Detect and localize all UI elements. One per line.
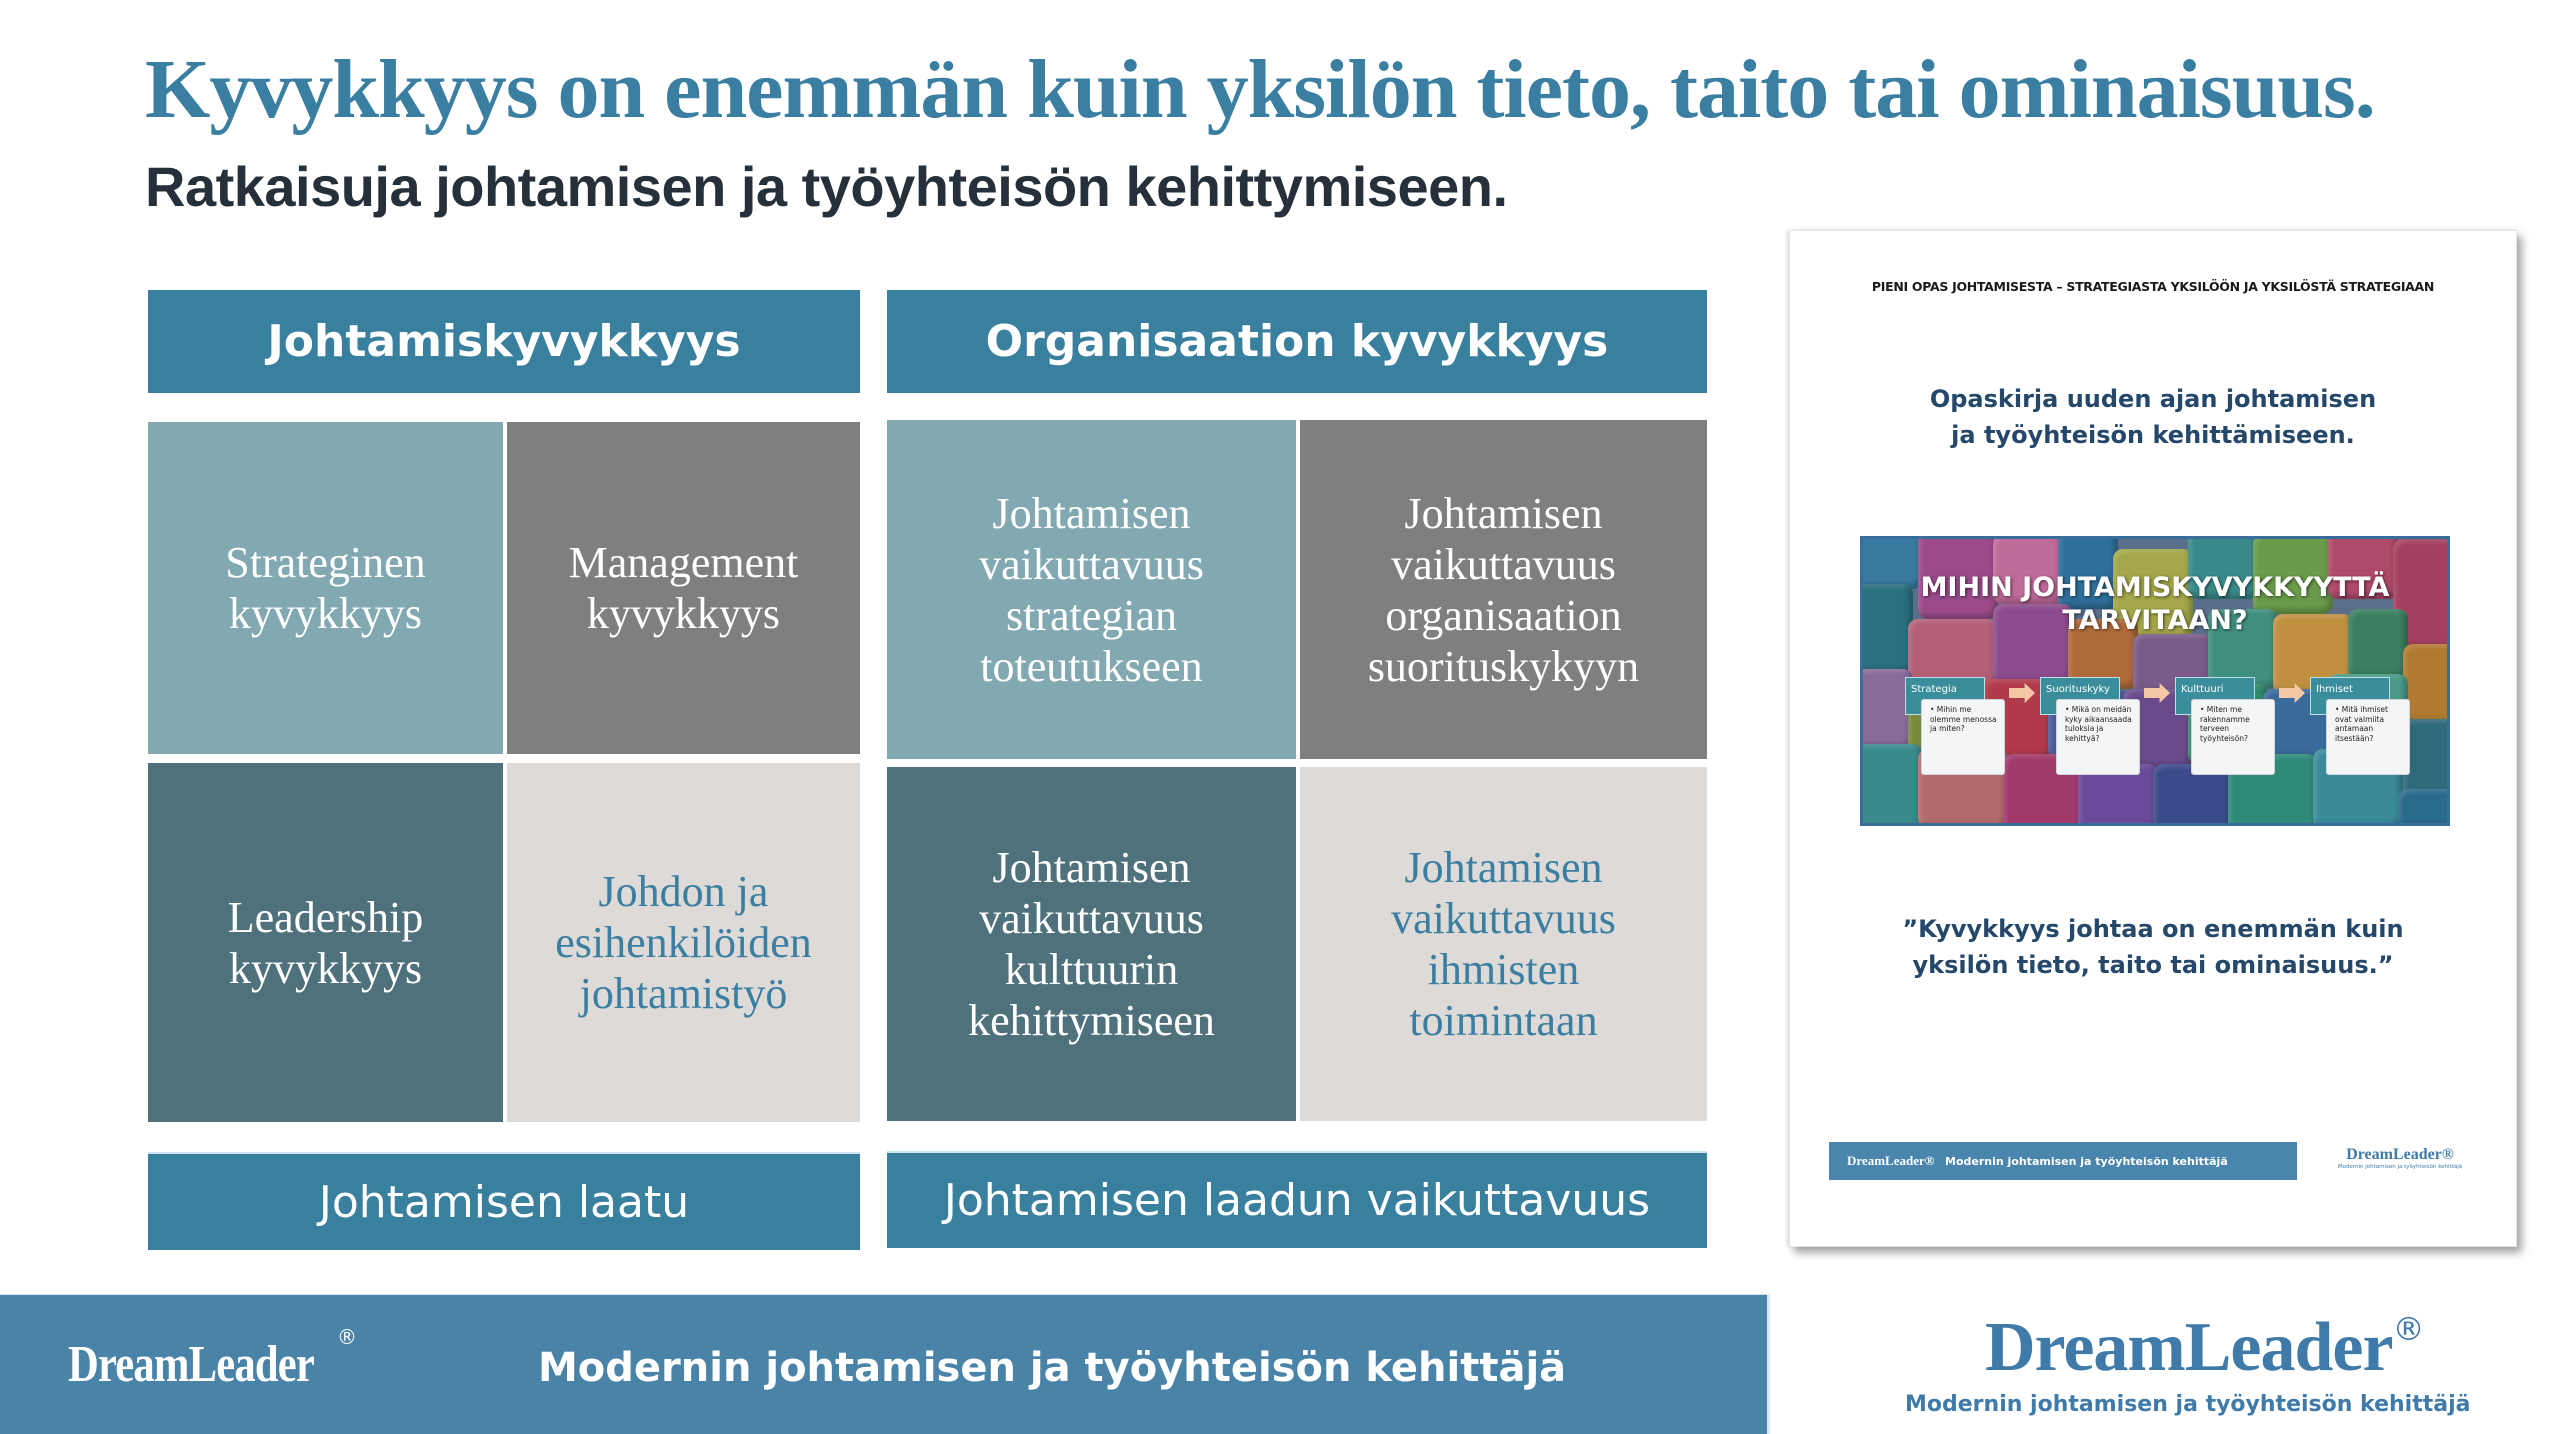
brand-tagline: Modernin johtamisen ja työyhteisön kehittäjä	[1905, 1392, 2471, 1417]
image-title	[1863, 571, 2447, 637]
slide-subtitle: Ratkaisuja johtamisen ja työyhteisön kehittymiseen.	[145, 155, 1508, 218]
cell-line: vaikuttavuus	[979, 894, 1204, 943]
cell-vaikuttavuus-ihmisten-toimintaan	[1300, 767, 1707, 1121]
flow-step-body: • Miten me rakennamme terveen työyhteisön?	[2191, 699, 2275, 775]
cell-line: suorituskykyyn	[1367, 641, 1640, 691]
cell-line: kyvykkyys	[586, 589, 781, 638]
tile-shape	[2403, 644, 2450, 724]
cell-line: kulttuurin	[1004, 945, 1179, 994]
flow-step-head: Strategia	[1905, 677, 1985, 715]
right-panel-header-label: Organisaation kyvykkyys	[985, 316, 1609, 367]
cell-vaikuttavuus-organisaation-suorituskykyyn	[1300, 420, 1707, 759]
guidebook-quote-line: yksilön tieto, taito tai ominaisuus.”	[1912, 951, 2394, 979]
guidebook-banner-logo: DreamLeader®	[1847, 1153, 1935, 1168]
cell-line: Strateginen	[225, 538, 426, 587]
flow-step-body: • Mihin me olemme menossa ja miten?	[1921, 699, 2005, 775]
left-panel-footer-label: Johtamisen laatu	[318, 1176, 690, 1228]
guidebook-side-logo-name: DreamLeader®	[2346, 1146, 2454, 1163]
tile-shape	[1860, 744, 1923, 826]
cell-johdon-ja-esihenkiloiden-johtamistyo	[507, 763, 860, 1122]
flow-step-head: Kulttuuri	[2175, 677, 2255, 715]
slide-title: Kyvykkyys on enemmän kuin yksilön tieto, taito tai ominaisuus.	[145, 43, 2375, 136]
cell-line: kyvykkyys	[228, 943, 423, 993]
guidebook-cover-preview	[1789, 230, 2517, 1247]
cell-line: organisaation	[1385, 590, 1622, 640]
guidebook-side-logo-tagline: Modernin johtamisen ja työyhteisön kehittäjä	[2337, 1164, 2463, 1170]
left-panel-header	[148, 290, 860, 393]
cell-line: johtamistyö	[579, 969, 788, 1018]
guidebook-lead	[1790, 381, 2516, 453]
flow-step-head: Suorituskyky	[2040, 677, 2120, 715]
cell-line: Leadership	[227, 892, 424, 942]
right-panel-footer	[887, 1151, 1707, 1248]
image-title-line: MIHIN JOHTAMISKYVYKKYYTTÄ	[1920, 572, 2390, 603]
cell-line: strategian	[1005, 590, 1178, 640]
cell-line: ihmisten	[1427, 945, 1580, 994]
brand-logo-name: DreamLeader	[1985, 1309, 2393, 1386]
cell-line: kyvykkyys	[228, 589, 423, 638]
brand-logo	[1985, 1308, 2424, 1388]
footer-logo: DreamLeader	[68, 1336, 314, 1393]
cell-management-kyvykkyys	[507, 422, 860, 754]
cell-line: vaikuttavuus	[1391, 894, 1616, 943]
cell-line: kehittymiseen	[968, 996, 1215, 1045]
flow-step-head: Ihmiset	[2310, 677, 2390, 715]
guidebook-lead-line: Opaskirja uuden ajan johtamisen	[1929, 385, 2377, 413]
cell-leadership-kyvykkyys	[148, 763, 503, 1122]
guidebook-quote-line: ”Kyvykkyys johtaa on enemmän kuin	[1902, 915, 2404, 943]
guidebook-quote	[1790, 911, 2516, 983]
guidebook-lead-line: ja työyhteisön kehittämiseen.	[1951, 421, 2355, 449]
cell-line: Johtamisen	[992, 843, 1191, 892]
cell-line: Johtamisen	[1404, 488, 1603, 538]
tile-shape	[2403, 719, 2450, 799]
guidebook-side-logo	[2320, 1146, 2480, 1170]
cell-line: toimintaan	[1409, 996, 1598, 1045]
flow-step-body: • Mikä on meidän kyky aikaansaada tuloksia ja kehittyä?	[2056, 699, 2140, 775]
right-panel-footer-label: Johtamisen laadun vaikuttavuus	[943, 1175, 1651, 1226]
cell-line: Johdon ja	[598, 867, 769, 916]
guidebook-kicker: PIENI OPAS JOHTAMISESTA – STRATEGIASTA YKSILÖÖN JA YKSILÖSTÄ STRATEGIAAN	[1871, 279, 2435, 294]
cell-line: esihenkilöiden	[555, 918, 812, 967]
cell-vaikuttavuus-kulttuurin-kehittymiseen	[887, 767, 1296, 1121]
guidebook-footer-banner	[1829, 1142, 2297, 1180]
cell-strateginen-kyvykkyys	[148, 422, 503, 754]
cell-line: toteutukseen	[980, 641, 1203, 691]
cell-vaikuttavuus-strategian-toteutukseen	[887, 420, 1296, 759]
image-title-line: TARVITAAN?	[2062, 605, 2248, 636]
tile-shape	[2398, 789, 2450, 826]
puzzle-tiles-image	[1860, 536, 2450, 826]
footer-tagline: Modernin johtamisen ja työyhteisön kehittäjä	[538, 1345, 1567, 1391]
registered-mark-icon: ®	[337, 1325, 357, 1349]
registered-mark-icon: ®	[2392, 1310, 2424, 1348]
cell-line: Johtamisen	[1404, 843, 1603, 892]
right-panel-header	[887, 290, 1707, 393]
left-panel-footer	[148, 1152, 860, 1250]
cell-line: Johtamisen	[992, 488, 1191, 538]
left-panel-header-label: Johtamiskyvykkyys	[267, 316, 741, 367]
flow-step-body: • Mitä ihmiset ovat valmiita antamaan itsestään?	[2326, 699, 2410, 775]
cell-line: vaikuttavuus	[1391, 539, 1616, 589]
footer-banner	[0, 1294, 1770, 1434]
cell-line: vaikuttavuus	[979, 539, 1204, 589]
guidebook-banner-tagline: Modernin johtamisen ja työyhteisön kehittäjä	[1945, 1154, 2228, 1168]
cell-line: Management	[568, 538, 799, 587]
